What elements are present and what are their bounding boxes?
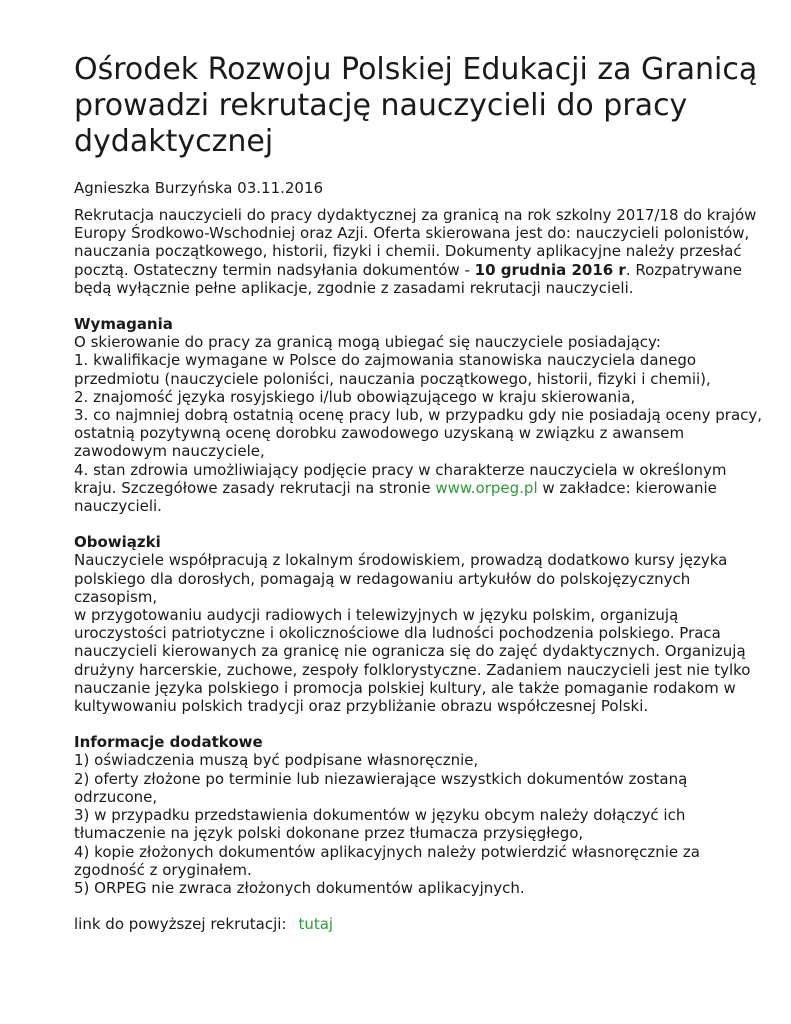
- intro-text: Rekrutacja nauczycieli do pracy dydaktycznej za granicą na rok szkolny 2017/18 do krajów Europy Środkowo-Wschodniej oraz Azji. Oferta skierowana jest do: nauczycieli polonistów, nauczania początkowego, historii, fizyki i chemii. Dokumenty aplikacyjne należy przesłać pocztą. Ostateczny termin nadsyłania dokumentów -: [74, 206, 757, 279]
- requirements-lead: O skierowanie do pracy za granicą mogą ubiegać się nauczyciele posiadający:: [74, 333, 661, 352]
- requirement-item: 1. kwalifikacje wymagane w Polsce do zajmowania stanowiska nauczyciela danego przedmiotu (nauczyciele poloniści, nauczania początkowego, historii, fizyki i chemii),: [74, 351, 711, 388]
- recruitment-link[interactable]: tutaj: [298, 915, 334, 934]
- requirement-item-text-end: w zakładce: kierowanie nauczycieli.: [74, 478, 717, 516]
- requirements-section: [74, 315, 764, 515]
- info-item: 3) w przypadku przedstawienia dokumentów w języku obcym należy dołączyć ich tłumaczenie na język polski dokonane przez tłumacza przysięgłego,: [74, 806, 686, 843]
- info-item: 2) oferty złożone po terminie lub niezawierające wszystkich dokumentów zostaną odrzucone,: [74, 769, 688, 806]
- additional-info-heading: Informacje dodatkowe: [74, 733, 263, 752]
- requirement-item: 3. co najmniej dobrą ostatnią ocenę pracy lub, w przypadku gdy nie posiadają oceny pracy, ostatnią pozytywną ocenę dorobku zawodowego uzyskaną w związku z awansem zawodowym nauczyciele,: [74, 406, 763, 461]
- additional-info-section: [74, 733, 764, 897]
- duties-text: Nauczyciele współpracują z lokalnym środowiskiem, prowadzą dodatkowo kursy języka polskiego dla dorosłych, pomagają w redagowaniu artykułów do polskojęzycznych czasopism,: [74, 551, 728, 606]
- deadline-date: 10 grudnia 2016 r: [474, 260, 626, 279]
- requirement-item: 2. znajomość języka rosyjskiego i/lub obowiązującego w kraju skierowania,: [74, 387, 636, 406]
- intro-text-end: . Rozpatrywane będą wyłącznie pełne aplikacje, zgodnie z zasadami rekrutacji nauczycieli.: [74, 260, 742, 297]
- requirements-heading: Wymagania: [74, 315, 173, 334]
- recruitment-link-row: [74, 915, 764, 933]
- duties-text: w przygotowaniu audycji radiowych i telewizyjnych w języku polskim, organizują uroczystości patriotyczne i okolicznościowe dla ludności pochodzenia polskiego. Praca nauczycieli kierowanych za granicę nie ogranicza się do zajęć dydaktycznych. Organizują drużyny harcerskie, zuchowe, zespoły folklorystyczne. Zadaniem nauczycieli jest nie tylko nauczanie języka polskiego i promocja polskiej kultury, ale także pomaganie rodakom w kultywowaniu polskich tradycji oraz przybliżanie obrazu współczesnej Polski.: [74, 606, 751, 716]
- info-item: 5) ORPEG nie zwraca złożonych dokumentów aplikacyjnych.: [74, 878, 525, 897]
- page-title: Ośrodek Rozwoju Polskiej Edukacji za Granicą prowadzi rekrutację nauczycieli do pracy dydaktycznej: [74, 52, 758, 159]
- recruitment-link-label: link do powyższej rekrutacji:: [74, 915, 287, 934]
- requirement-item-text: 4. stan zdrowia umożliwiający podjęcie pracy w charakterze nauczyciela w określonym kraju. Szczegółowe zasady rekrutacji na stronie: [74, 460, 727, 497]
- info-item: 4) kopie złożonych dokumentów aplikacyjnych należy potwierdzić własnoręcznie za zgodność z oryginałem.: [74, 842, 700, 879]
- duties-section: [74, 533, 764, 715]
- orpeg-link[interactable]: www.orpeg.pl: [435, 478, 538, 497]
- info-item: 1) oświadczenia muszą być podpisane własnoręcznie,: [74, 751, 479, 770]
- intro-paragraph: [74, 206, 764, 297]
- requirement-item: [74, 461, 764, 516]
- duties-heading: Obowiązki: [74, 533, 161, 552]
- article-meta: Agnieszka Burzyńska 03.11.2016: [74, 179, 324, 197]
- article: [74, 52, 764, 933]
